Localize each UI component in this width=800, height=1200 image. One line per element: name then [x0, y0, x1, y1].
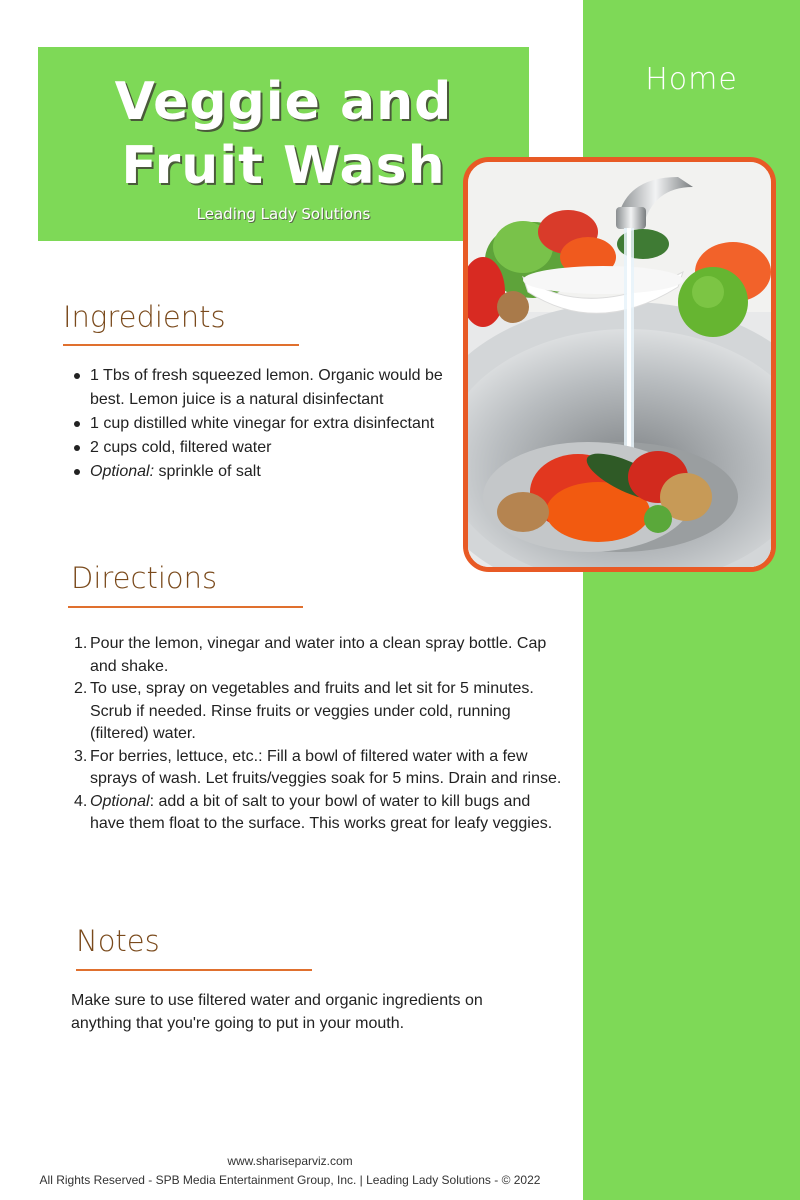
direction-step: [70, 678, 565, 746]
ingredient-item: [70, 436, 450, 460]
ingredient-text: 1 cup distilled white vinegar for extra disinfectant: [90, 415, 435, 432]
ingredients-heading: Ingredients: [63, 300, 226, 334]
notes-heading: Notes: [76, 924, 160, 958]
directions-heading: Directions: [71, 561, 218, 595]
page-title-line2: Fruit Wash: [121, 136, 446, 196]
home-link[interactable]: Home: [645, 62, 738, 97]
page-title-line1: Veggie and: [114, 72, 453, 132]
step-text: For berries, lettuce, etc.: Fill a bowl of filtered water with a few sprays of wash. Let fruits/veggies soak for 5 mins. Drain and rinse.: [90, 747, 562, 787]
ingredient-text: sprinkle of salt: [154, 463, 261, 480]
directions-list: [70, 633, 565, 836]
copyright-text: All Rights Reserved - SPB Media Entertainment Group, Inc. | Leading Lady Solutions - © 2022: [39, 1173, 541, 1187]
notes-text: Make sure to use filtered water and organic ingredients on anything that you're going to put in your mouth.: [71, 992, 483, 1032]
step-number: 2.: [74, 680, 88, 697]
ingredient-text: 2 cups cold, filtered water: [90, 439, 272, 456]
ingredient-item: [70, 364, 450, 412]
notes-divider: [76, 969, 312, 971]
step-number: 1.: [74, 635, 88, 652]
vegetables-washing-photo: [463, 157, 776, 572]
ingredient-item: [70, 412, 450, 436]
step-text: : add a bit of salt to your bowl of water to kill bugs and have them float to the surface. This works great for leafy veggies.: [90, 792, 553, 832]
ingredients-list: [70, 364, 450, 484]
website-link[interactable]: www.shariseparviz.com: [227, 1154, 353, 1168]
step-text: Pour the lemon, vinegar and water into a clean spray bottle. Cap and shake.: [90, 635, 547, 675]
direction-step: [70, 791, 565, 836]
direction-step: [70, 633, 565, 678]
ingredient-text: 1 Tbs of fresh squeezed lemon. Organic would be best. Lemon juice is a natural disinfectant: [90, 367, 443, 408]
ingredient-item: [70, 460, 450, 484]
page-title: [38, 70, 529, 198]
step-text: To use, spray on vegetables and fruits and let sit for 5 minutes. Scrub if needed. Rinse fruits or veggies under cold, running (filtered) water.: [90, 680, 534, 742]
step-number: 3.: [74, 747, 88, 765]
step-number: 4.: [74, 792, 88, 810]
vegetables-washing-illustration: [468, 162, 771, 567]
directions-divider: [68, 606, 303, 608]
brand-subtitle: Leading Lady Solutions: [196, 205, 371, 223]
step-emphasis: Optional: [90, 792, 150, 810]
direction-step: [70, 746, 565, 791]
ingredient-emphasis: Optional:: [90, 463, 155, 480]
ingredients-divider: [63, 344, 299, 346]
